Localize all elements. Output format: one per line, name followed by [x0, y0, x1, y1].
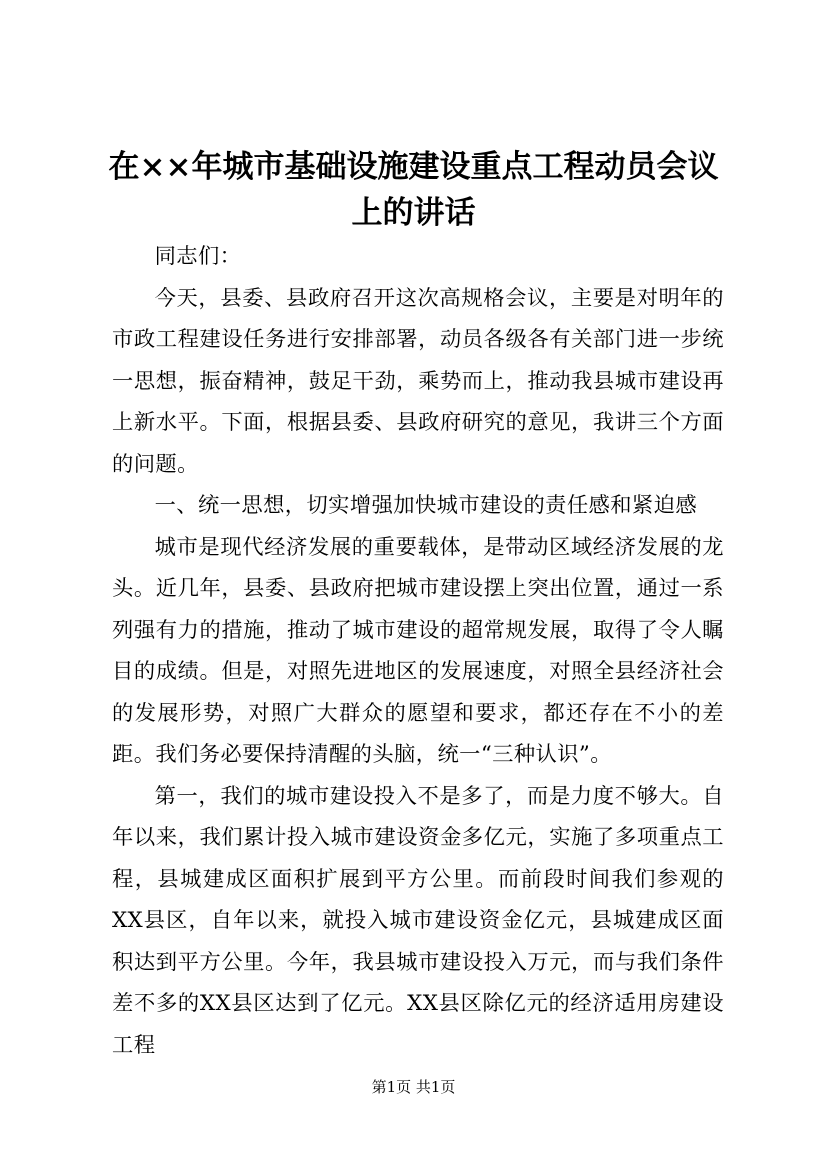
paragraph-city-development: 城市是现代经济发展的重要载体，是带动区域经济发展的龙头。近几年，县委、县政府把城市建设摆上突出位置，通过一系列强有力的措施，推动了城市建设的超常规发展，取得了令人瞩目的成绩。但是，对照先进地区的发展速度，对照全县经济社会的发展形势，对照广大群众的愿望和要求，都还存在不小的差距。我们务必要保持清醒的头脑，统一“三种认识”。 [112, 534, 724, 767]
paragraph-intro: 今天，县委、县政府召开这次高规格会议，主要是对明年的市政工程建设任务进行安排部署，动员各级各有关部门进一步统一思想，振奋精神，鼓足干劲，乘势而上，推动我县城市建设再上新水平。下面，根据县委、县政府研究的意见，我讲三个方面的问题。 [112, 285, 724, 477]
page-footer: 第1页 共1页 [371, 1078, 456, 1096]
document-body [112, 236, 724, 1066]
section-heading-1: 一、统一思想，切实增强加快城市建设的责任感和紧迫感 [154, 493, 698, 518]
document-title: 在××年城市基础设施建设重点工程动员会议上的讲话 [108, 149, 719, 231]
salutation: 同志们： [154, 244, 242, 269]
paragraph-first-point: 第一，我们的城市建设投入不是多了，而是力度不够大。自年以来，我们累计投入城市建设资金多亿元，实施了多项重点工程，县城建成区面积扩展到平方公里。而前段时间我们参观的XX县区，自年以来，就投入城市建设资金亿元，县城建成区面积达到平方公里。今年，我县城市建设投入万元，而与我们条件差不多的XX县区达到了亿元。XX县区除亿元的经济适用房建设工程 [112, 783, 724, 1058]
